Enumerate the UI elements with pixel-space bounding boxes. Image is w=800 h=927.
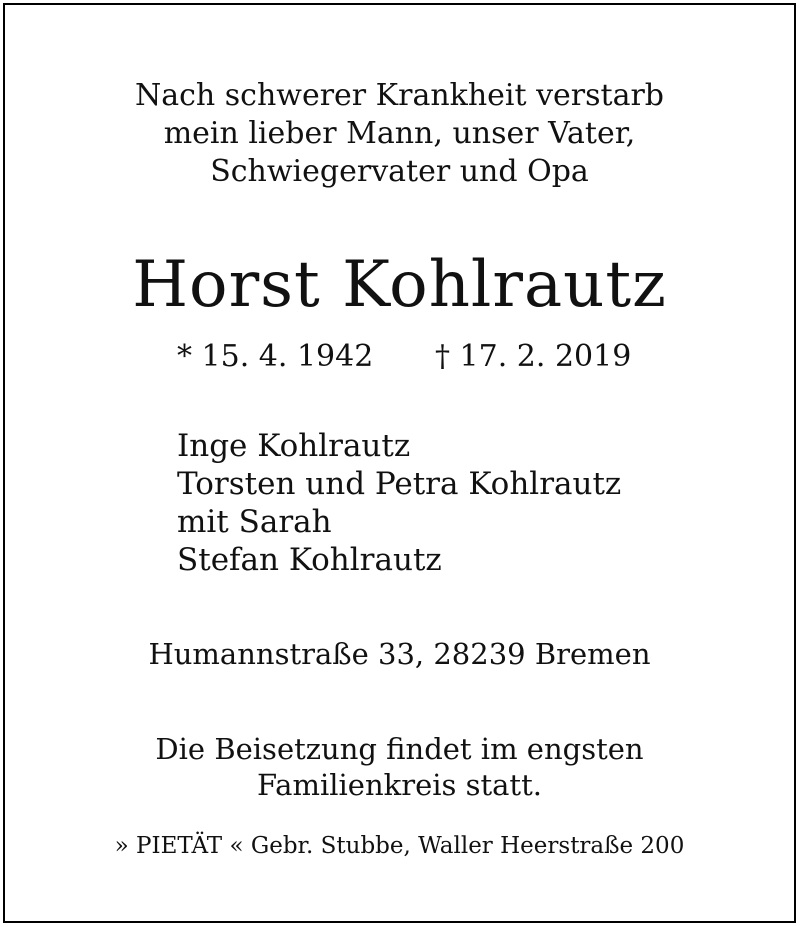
funeral-line: Die Beisetzung findet im engsten: [155, 732, 644, 766]
family-member: Inge Kohlrautz: [177, 428, 411, 464]
intro-line: Nach schwerer Krankheit verstarb: [134, 78, 665, 113]
funeral-line: Familienkreis statt.: [257, 768, 542, 802]
funeral-note: [5, 731, 794, 803]
birth-date: * 15. 4. 1942: [177, 339, 374, 374]
deceased-name: Horst Kohlrautz: [132, 248, 667, 322]
family-member: Stefan Kohlrautz: [177, 542, 442, 578]
intro-line: Schwiegervater und Opa: [210, 154, 589, 189]
family-member: mit Sarah: [177, 504, 332, 540]
intro-line: mein lieber Mann, unser Vater,: [163, 116, 636, 151]
family-members: [177, 427, 621, 579]
address: Humannstraße 33, 28239 Bremen: [148, 637, 651, 671]
family-member: Torsten und Petra Kohlrautz: [177, 466, 622, 502]
death-date: † 17. 2. 2019: [435, 339, 632, 374]
undertaker-info: » PIETÄT « Gebr. Stubbe, Waller Heerstraße 200: [114, 833, 685, 859]
obituary-notice: [3, 3, 796, 923]
intro-text: [5, 77, 794, 191]
